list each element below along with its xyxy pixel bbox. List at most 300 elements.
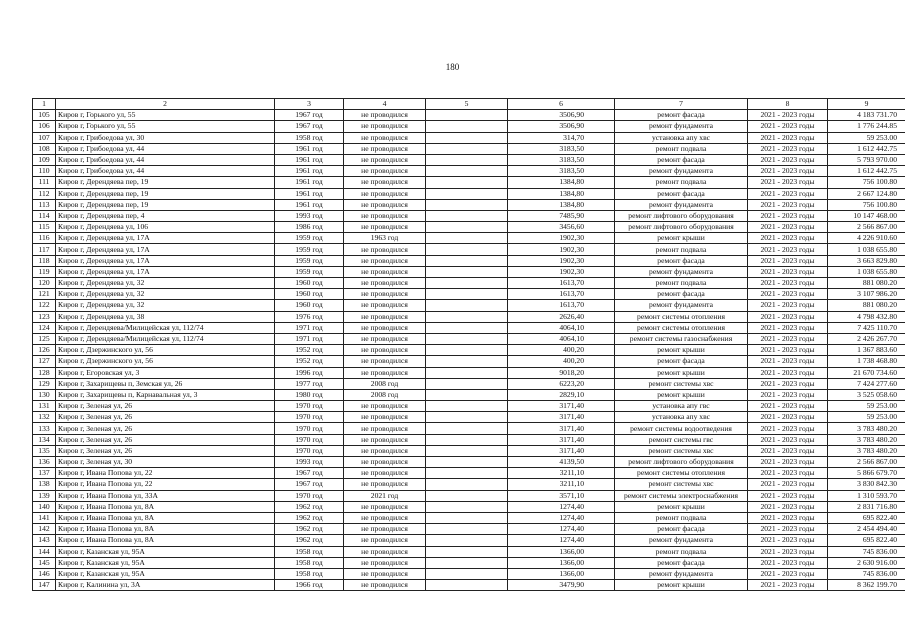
address-cell: Киров г, Ивана Попова ул, 8А [56, 512, 275, 523]
build-year-cell: 1971 год [275, 333, 344, 344]
last-repair-year-cell: не проводился [344, 132, 426, 143]
period-cell: 2021 - 2023 годы [748, 345, 828, 356]
work-type-cell: ремонт фасада [615, 557, 748, 568]
table-row [33, 524, 905, 535]
build-year-cell: 1970 год [275, 490, 344, 501]
table-row [33, 132, 905, 143]
table-row [33, 367, 905, 378]
table-row [33, 121, 905, 132]
work-type-cell: ремонт фундамента [615, 121, 748, 132]
row-index-cell: 122 [33, 300, 56, 311]
work-type-cell: ремонт крыши [615, 501, 748, 512]
cost-cell: 695 822.40 [828, 535, 905, 546]
last-repair-year-cell: не проводился [344, 255, 426, 266]
cost-cell: 59 253.00 [828, 412, 905, 423]
cost-cell: 7 424 277.60 [828, 378, 905, 389]
empty-cell-cell [426, 401, 508, 412]
last-repair-year-cell: не проводился [344, 557, 426, 568]
period-cell: 2021 - 2023 годы [748, 143, 828, 154]
row-index-cell: 120 [33, 278, 56, 289]
last-repair-year-cell: не проводился [344, 333, 426, 344]
cost-cell: 2 454 494.40 [828, 524, 905, 535]
build-year-cell: 1960 год [275, 289, 344, 300]
address-cell: Киров г, Дзержинского ул, 56 [56, 345, 275, 356]
last-repair-year-cell: не проводился [344, 412, 426, 423]
cost-cell: 59 253.00 [828, 132, 905, 143]
work-type-cell: ремонт системы хвс [615, 445, 748, 456]
table-row [33, 266, 905, 277]
build-year-cell: 1961 год [275, 188, 344, 199]
area-cell: 1274,40 [508, 501, 615, 512]
table-row [33, 479, 905, 490]
table-row [33, 423, 905, 434]
cost-cell: 3 783 480.20 [828, 445, 905, 456]
address-cell: Киров г, Грибоедова ул, 30 [56, 132, 275, 143]
empty-cell-cell [426, 154, 508, 165]
address-cell: Киров г, Горького ул, 55 [56, 121, 275, 132]
row-index-cell: 137 [33, 468, 56, 479]
period-cell: 2021 - 2023 годы [748, 412, 828, 423]
last-repair-year-cell: не проводился [344, 300, 426, 311]
build-year-cell: 1993 год [275, 210, 344, 221]
period-cell: 2021 - 2023 годы [748, 401, 828, 412]
address-cell: Киров г, Ивана Попова ул, 33А [56, 490, 275, 501]
period-cell: 2021 - 2023 годы [748, 490, 828, 501]
table-row [33, 412, 905, 423]
work-type-cell: ремонт крыши [615, 345, 748, 356]
cost-cell: 745 836.00 [828, 546, 905, 557]
empty-cell-cell [426, 244, 508, 255]
work-type-cell: установка апу гвс [615, 401, 748, 412]
empty-cell-cell [426, 490, 508, 501]
row-index-cell: 123 [33, 311, 56, 322]
work-type-cell: ремонт лифтового оборудования [615, 222, 748, 233]
area-cell: 3506,90 [508, 110, 615, 121]
last-repair-year-cell: не проводился [344, 445, 426, 456]
cost-cell: 4 226 910.60 [828, 233, 905, 244]
table-row [33, 356, 905, 367]
build-year-cell: 1961 год [275, 177, 344, 188]
table-row [33, 300, 905, 311]
cost-cell: 2 426 267.70 [828, 333, 905, 344]
empty-cell-cell [426, 445, 508, 456]
period-cell: 2021 - 2023 годы [748, 557, 828, 568]
column-number-2: 2 [56, 99, 275, 110]
row-index-cell: 140 [33, 501, 56, 512]
empty-cell-cell [426, 210, 508, 221]
build-year-cell: 1952 год [275, 356, 344, 367]
cost-cell: 10 147 468.00 [828, 210, 905, 221]
work-type-cell: ремонт фасада [615, 356, 748, 367]
area-cell: 1902,30 [508, 244, 615, 255]
empty-cell-cell [426, 132, 508, 143]
empty-cell-cell [426, 121, 508, 132]
address-cell: Киров г, Захарищевы п, Земская ул, 26 [56, 378, 275, 389]
area-cell: 6223,20 [508, 378, 615, 389]
address-cell: Киров г, Горького ул, 55 [56, 110, 275, 121]
table-row [33, 210, 905, 221]
period-cell: 2021 - 2023 годы [748, 524, 828, 535]
period-cell: 2021 - 2023 годы [748, 154, 828, 165]
last-repair-year-cell: не проводился [344, 177, 426, 188]
period-cell: 2021 - 2023 годы [748, 278, 828, 289]
address-cell: Киров г, Дерендяева ул, 106 [56, 222, 275, 233]
table-row [33, 568, 905, 579]
address-cell: Киров г, Ивана Попова ул, 8А [56, 501, 275, 512]
work-type-cell: ремонт фундамента [615, 535, 748, 546]
last-repair-year-cell: не проводился [344, 512, 426, 523]
last-repair-year-cell: не проводился [344, 154, 426, 165]
table-row [33, 490, 905, 501]
last-repair-year-cell: не проводился [344, 188, 426, 199]
period-cell: 2021 - 2023 годы [748, 311, 828, 322]
address-cell: Киров г, Дерендяева ул, 32 [56, 300, 275, 311]
period-cell: 2021 - 2023 годы [748, 546, 828, 557]
row-index-cell: 133 [33, 423, 56, 434]
area-cell: 1902,30 [508, 266, 615, 277]
empty-cell-cell [426, 311, 508, 322]
cost-cell: 2 831 716.80 [828, 501, 905, 512]
column-number-3: 3 [275, 99, 344, 110]
row-index-cell: 147 [33, 580, 56, 591]
row-index-cell: 109 [33, 154, 56, 165]
work-type-cell: ремонт фасада [615, 289, 748, 300]
address-cell: Киров г, Егоровская ул, 3 [56, 367, 275, 378]
empty-cell-cell [426, 233, 508, 244]
table-row [33, 580, 905, 591]
empty-cell-cell [426, 266, 508, 277]
column-number-8: 8 [748, 99, 828, 110]
area-cell: 400,20 [508, 356, 615, 367]
period-cell: 2021 - 2023 годы [748, 300, 828, 311]
build-year-cell: 1961 год [275, 199, 344, 210]
row-index-cell: 110 [33, 166, 56, 177]
period-cell: 2021 - 2023 годы [748, 266, 828, 277]
work-type-cell: ремонт крыши [615, 389, 748, 400]
last-repair-year-cell: не проводился [344, 356, 426, 367]
last-repair-year-cell: 2008 год [344, 389, 426, 400]
row-index-cell: 106 [33, 121, 56, 132]
table-row [33, 311, 905, 322]
address-cell: Киров г, Дерендяева ул, 17А [56, 255, 275, 266]
column-number-9: 9 [828, 99, 905, 110]
last-repair-year-cell: не проводился [344, 289, 426, 300]
period-cell: 2021 - 2023 годы [748, 445, 828, 456]
last-repair-year-cell: не проводился [344, 210, 426, 221]
area-cell: 9018,20 [508, 367, 615, 378]
empty-cell-cell [426, 356, 508, 367]
work-type-cell: ремонт подвала [615, 143, 748, 154]
period-cell: 2021 - 2023 годы [748, 423, 828, 434]
area-cell: 3456,60 [508, 222, 615, 233]
row-index-cell: 145 [33, 557, 56, 568]
build-year-cell: 1961 год [275, 154, 344, 165]
work-type-cell: ремонт подвала [615, 512, 748, 523]
empty-cell-cell [426, 110, 508, 121]
address-cell: Киров г, Грибоедова ул, 44 [56, 154, 275, 165]
table-body [33, 99, 905, 591]
empty-cell-cell [426, 512, 508, 523]
period-cell: 2021 - 2023 годы [748, 479, 828, 490]
work-type-cell: ремонт фасада [615, 255, 748, 266]
address-cell: Киров г, Дерендяева/Милицейская ул, 112/74 [56, 322, 275, 333]
build-year-cell: 1970 год [275, 423, 344, 434]
last-repair-year-cell: не проводился [344, 199, 426, 210]
build-year-cell: 1967 год [275, 121, 344, 132]
period-cell: 2021 - 2023 годы [748, 333, 828, 344]
row-index-cell: 114 [33, 210, 56, 221]
address-cell: Киров г, Грибоедова ул, 44 [56, 143, 275, 154]
last-repair-year-cell: не проводился [344, 166, 426, 177]
cost-cell: 1 776 244.85 [828, 121, 905, 132]
address-cell: Киров г, Дерендяева пер, 4 [56, 210, 275, 221]
area-cell: 3171,40 [508, 401, 615, 412]
work-type-cell: ремонт фасада [615, 154, 748, 165]
table-row [33, 345, 905, 356]
empty-cell-cell [426, 199, 508, 210]
cost-cell: 2 667 124.80 [828, 188, 905, 199]
row-index-cell: 146 [33, 568, 56, 579]
address-cell: Киров г, Зеленая ул, 30 [56, 457, 275, 468]
empty-cell-cell [426, 333, 508, 344]
work-type-cell: ремонт крыши [615, 580, 748, 591]
cost-cell: 756 100.80 [828, 177, 905, 188]
area-cell: 1366,00 [508, 568, 615, 579]
build-year-cell: 1962 год [275, 501, 344, 512]
row-index-cell: 134 [33, 434, 56, 445]
row-index-cell: 128 [33, 367, 56, 378]
empty-cell-cell [426, 557, 508, 568]
row-index-cell: 117 [33, 244, 56, 255]
last-repair-year-cell: не проводился [344, 367, 426, 378]
page-number: 180 [445, 62, 460, 72]
empty-cell-cell [426, 143, 508, 154]
empty-cell-cell [426, 222, 508, 233]
table-row [33, 512, 905, 523]
work-type-cell: установка апу хвс [615, 132, 748, 143]
repair-schedule-table [32, 98, 905, 591]
row-index-cell: 138 [33, 479, 56, 490]
address-cell: Киров г, Захарищевы п, Карнавальная ул, 3 [56, 389, 275, 400]
cost-cell: 2 566 867.00 [828, 222, 905, 233]
period-cell: 2021 - 2023 годы [748, 568, 828, 579]
table-row [33, 322, 905, 333]
column-number-6: 6 [508, 99, 615, 110]
empty-cell-cell [426, 546, 508, 557]
build-year-cell: 1996 год [275, 367, 344, 378]
build-year-cell: 1970 год [275, 434, 344, 445]
cost-cell: 3 525 058.60 [828, 389, 905, 400]
work-type-cell: ремонт системы отопления [615, 322, 748, 333]
period-cell: 2021 - 2023 годы [748, 378, 828, 389]
area-cell: 1902,30 [508, 255, 615, 266]
area-cell: 3171,40 [508, 434, 615, 445]
build-year-cell: 1980 год [275, 389, 344, 400]
address-cell: Киров г, Зеленая ул, 26 [56, 434, 275, 445]
period-cell: 2021 - 2023 годы [748, 121, 828, 132]
last-repair-year-cell: не проводился [344, 222, 426, 233]
area-cell: 3571,10 [508, 490, 615, 501]
build-year-cell: 1959 год [275, 244, 344, 255]
build-year-cell: 1962 год [275, 535, 344, 546]
row-index-cell: 118 [33, 255, 56, 266]
row-index-cell: 139 [33, 490, 56, 501]
build-year-cell: 1993 год [275, 457, 344, 468]
row-index-cell: 141 [33, 512, 56, 523]
area-cell: 3211,10 [508, 468, 615, 479]
empty-cell-cell [426, 389, 508, 400]
build-year-cell: 1961 год [275, 143, 344, 154]
period-cell: 2021 - 2023 годы [748, 177, 828, 188]
address-cell: Киров г, Зеленая ул, 26 [56, 445, 275, 456]
empty-cell-cell [426, 378, 508, 389]
cost-cell: 1 612 442.75 [828, 166, 905, 177]
row-index-cell: 124 [33, 322, 56, 333]
area-cell: 2829,10 [508, 389, 615, 400]
period-cell: 2021 - 2023 годы [748, 535, 828, 546]
cost-cell: 745 836.00 [828, 568, 905, 579]
row-index-cell: 129 [33, 378, 56, 389]
build-year-cell: 1966 год [275, 580, 344, 591]
empty-cell-cell [426, 322, 508, 333]
area-cell: 314,70 [508, 132, 615, 143]
empty-cell-cell [426, 434, 508, 445]
cost-cell: 881 080.20 [828, 300, 905, 311]
row-index-cell: 132 [33, 412, 56, 423]
build-year-cell: 1970 год [275, 445, 344, 456]
build-year-cell: 1967 год [275, 110, 344, 121]
address-cell: Киров г, Дерендяева пер, 19 [56, 177, 275, 188]
empty-cell-cell [426, 423, 508, 434]
work-type-cell: ремонт системы отопления [615, 311, 748, 322]
cost-cell: 756 100.80 [828, 199, 905, 210]
address-cell: Киров г, Дерендяева ул, 17А [56, 244, 275, 255]
last-repair-year-cell: не проводился [344, 278, 426, 289]
build-year-cell: 1959 год [275, 233, 344, 244]
row-index-cell: 144 [33, 546, 56, 557]
empty-cell-cell [426, 367, 508, 378]
empty-cell-cell [426, 457, 508, 468]
build-year-cell: 1958 год [275, 557, 344, 568]
table-row [33, 557, 905, 568]
table-row [33, 278, 905, 289]
area-cell: 1613,70 [508, 278, 615, 289]
build-year-cell: 1961 год [275, 166, 344, 177]
cost-cell: 7 425 110.70 [828, 322, 905, 333]
address-cell: Киров г, Ивана Попова ул, 22 [56, 479, 275, 490]
last-repair-year-cell: 1963 год [344, 233, 426, 244]
row-index-cell: 112 [33, 188, 56, 199]
build-year-cell: 1958 год [275, 132, 344, 143]
build-year-cell: 1959 год [275, 255, 344, 266]
last-repair-year-cell: не проводился [344, 457, 426, 468]
address-cell: Киров г, Дзержинского ул, 56 [56, 356, 275, 367]
area-cell: 1274,40 [508, 512, 615, 523]
last-repair-year-cell: не проводился [344, 244, 426, 255]
period-cell: 2021 - 2023 годы [748, 166, 828, 177]
work-type-cell: ремонт системы газоснабжения [615, 333, 748, 344]
period-cell: 2021 - 2023 годы [748, 580, 828, 591]
address-cell: Киров г, Дерендяева ул, 32 [56, 289, 275, 300]
empty-cell-cell [426, 479, 508, 490]
area-cell: 3506,90 [508, 121, 615, 132]
cost-cell: 4 183 731.70 [828, 110, 905, 121]
cost-cell: 3 830 842.30 [828, 479, 905, 490]
table-row [33, 501, 905, 512]
cost-cell: 881 080.20 [828, 278, 905, 289]
address-cell: Киров г, Дерендяева пер, 19 [56, 199, 275, 210]
table-row [33, 110, 905, 121]
row-index-cell: 143 [33, 535, 56, 546]
empty-cell-cell [426, 188, 508, 199]
work-type-cell: ремонт фасада [615, 188, 748, 199]
table-row [33, 333, 905, 344]
area-cell: 1384,80 [508, 199, 615, 210]
area-cell: 3171,40 [508, 423, 615, 434]
last-repair-year-cell: не проводился [344, 580, 426, 591]
address-cell: Киров г, Ивана Попова ул, 8А [56, 535, 275, 546]
period-cell: 2021 - 2023 годы [748, 110, 828, 121]
work-type-cell: ремонт подвала [615, 278, 748, 289]
last-repair-year-cell: не проводился [344, 143, 426, 154]
row-index-cell: 121 [33, 289, 56, 300]
period-cell: 2021 - 2023 годы [748, 199, 828, 210]
empty-cell-cell [426, 300, 508, 311]
cost-cell: 59 253.00 [828, 401, 905, 412]
area-cell: 3171,40 [508, 445, 615, 456]
cost-cell: 1 367 883.60 [828, 345, 905, 356]
table-row [33, 434, 905, 445]
period-cell: 2021 - 2023 годы [748, 255, 828, 266]
empty-cell-cell [426, 568, 508, 579]
row-index-cell: 136 [33, 457, 56, 468]
period-cell: 2021 - 2023 годы [748, 233, 828, 244]
empty-cell-cell [426, 535, 508, 546]
period-cell: 2021 - 2023 годы [748, 501, 828, 512]
build-year-cell: 1976 год [275, 311, 344, 322]
last-repair-year-cell: не проводился [344, 311, 426, 322]
period-cell: 2021 - 2023 годы [748, 512, 828, 523]
work-type-cell: ремонт системы гвс [615, 434, 748, 445]
table-row [33, 222, 905, 233]
address-cell: Киров г, Грибоедова ул, 44 [56, 166, 275, 177]
cost-cell: 21 670 734.60 [828, 367, 905, 378]
build-year-cell: 1960 год [275, 278, 344, 289]
cost-cell: 1 038 655.80 [828, 244, 905, 255]
address-cell: Киров г, Дерендяева ул, 17А [56, 266, 275, 277]
period-cell: 2021 - 2023 годы [748, 468, 828, 479]
last-repair-year-cell: не проводился [344, 401, 426, 412]
work-type-cell: ремонт фундамента [615, 166, 748, 177]
row-index-cell: 111 [33, 177, 56, 188]
cost-cell: 3 783 480.20 [828, 434, 905, 445]
area-cell: 1902,30 [508, 233, 615, 244]
row-index-cell: 135 [33, 445, 56, 456]
period-cell: 2021 - 2023 годы [748, 289, 828, 300]
table-header-row [33, 99, 905, 110]
table-row [33, 378, 905, 389]
period-cell: 2021 - 2023 годы [748, 457, 828, 468]
cost-cell: 5 793 970.00 [828, 154, 905, 165]
work-type-cell: ремонт фундамента [615, 568, 748, 579]
address-cell: Киров г, Дерендяева ул, 17А [56, 233, 275, 244]
period-cell: 2021 - 2023 годы [748, 222, 828, 233]
work-type-cell: ремонт системы водоотведения [615, 423, 748, 434]
last-repair-year-cell: не проводился [344, 434, 426, 445]
column-number-7: 7 [615, 99, 748, 110]
last-repair-year-cell: не проводился [344, 110, 426, 121]
cost-cell: 5 866 679.70 [828, 468, 905, 479]
